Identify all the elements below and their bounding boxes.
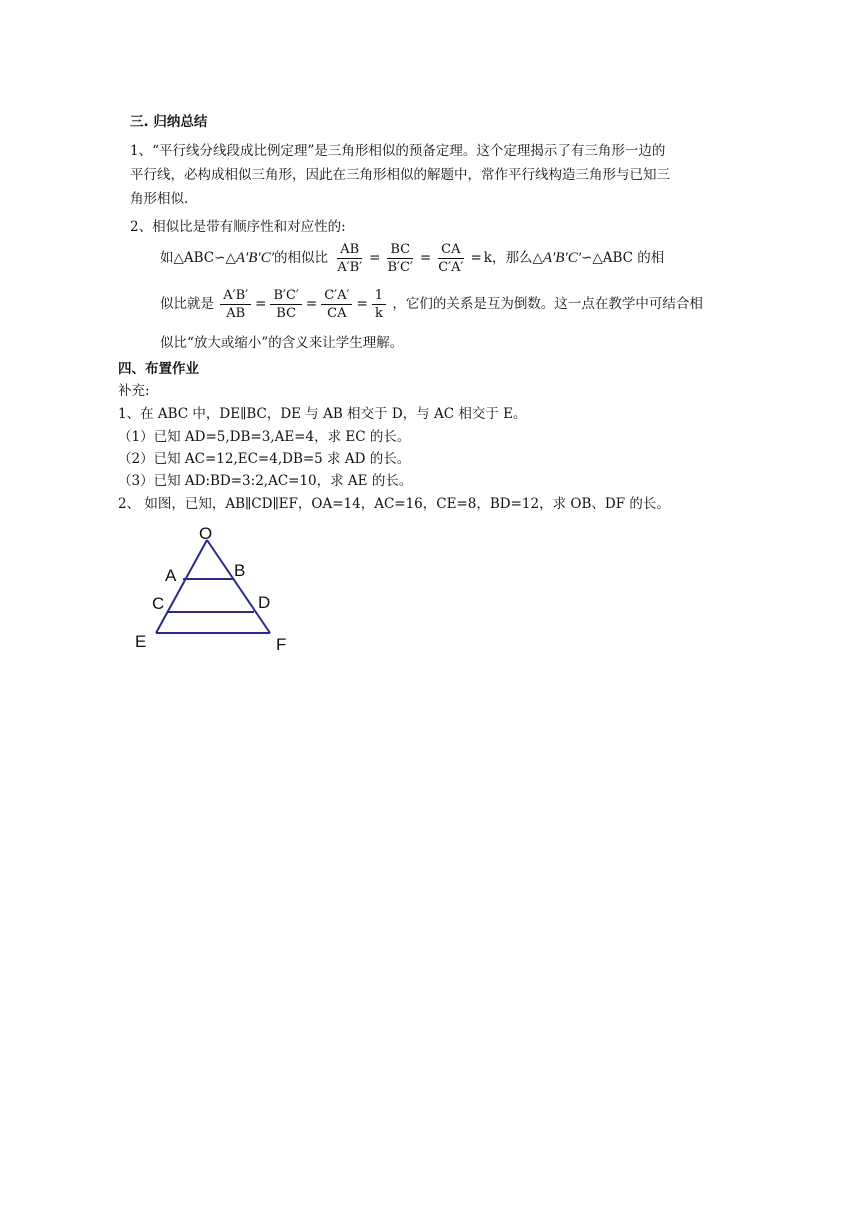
label-O: O — [199, 524, 213, 543]
triangle-prime-name: A′B′C′ — [235, 250, 275, 266]
inverse-ratio-formula — [160, 284, 703, 324]
paragraph-1-line-1: 1、“平行线分线段成比例定理”是三角形相似的预备定理。这个定理揭示了有三角形一边的 — [130, 143, 666, 159]
fraction — [321, 288, 352, 321]
label-D: D — [258, 593, 271, 612]
question-1-part-3: （3）已知 AD:BD=3:2,AC=10，求 AE 的长。 — [118, 473, 413, 489]
triangle-prime-name: A′B′C′ — [542, 250, 582, 266]
parallel-lines-triangle-diagram — [130, 520, 300, 660]
ratio-k: k — [483, 250, 492, 266]
fraction-numerator: BC — [387, 242, 413, 259]
label-C: C — [152, 594, 165, 613]
question-2: 2、 如图，已知，AB∥CD∥EF，OA=14，AC=16，CE=8，BD=12，求 OB、DF 的长。 — [118, 496, 670, 512]
fraction-numerator: A′B′ — [220, 288, 251, 305]
equals-sign: = — [419, 250, 432, 266]
label-B: B — [234, 561, 246, 580]
fraction-numerator: 1 — [372, 288, 386, 305]
supplement-label: 补充: — [118, 383, 150, 399]
question-1-part-1: （1）已知 AD=5,DB=3,AE=4，求 EC 的长。 — [118, 429, 411, 445]
side-OF — [207, 540, 270, 633]
fraction-denominator: B′C′ — [387, 260, 413, 275]
label-E: E — [135, 632, 147, 651]
fraction — [372, 288, 386, 321]
fraction — [435, 242, 466, 275]
side-OE — [156, 540, 207, 633]
section-heading-summary: 三. 归纳总结 — [130, 114, 208, 130]
fraction-denominator: C′A′ — [438, 260, 464, 275]
fraction-denominator: BC — [276, 306, 297, 321]
paragraph-2: 2、相似比是带有顺序性和对应性的: — [130, 219, 346, 235]
fraction-denominator: AB — [226, 306, 246, 321]
section-heading-homework: 四、布置作业 — [118, 361, 199, 377]
fraction-numerator: C′A′ — [321, 288, 352, 305]
similarity-ratio-formula — [160, 238, 664, 278]
fraction-denominator: CA — [327, 306, 347, 321]
formula-text: 似比就是 — [160, 296, 214, 312]
fraction-numerator: CA — [438, 242, 463, 259]
fraction-denominator: A′B′ — [337, 260, 363, 275]
formula-text: 如△ABC∽△ — [160, 250, 236, 266]
equals-sign: = — [255, 296, 267, 312]
fraction-numerator: B′C′ — [270, 288, 301, 305]
formula-text: ，那么△ — [491, 250, 543, 266]
equals-sign: = — [369, 250, 381, 266]
fraction-numerator: AB — [337, 242, 362, 259]
fraction-denominator: k — [374, 306, 383, 321]
equals-sign: = — [356, 296, 368, 312]
formula-text: ∽△ABC 的相 — [581, 250, 665, 266]
paragraph-1-line-3: 角形相似. — [130, 191, 189, 207]
paragraph-1-line-2: 平行线，必构成相似三角形，因此在三角形相似的解题中，常作平行线构造三角形与已知三 — [130, 167, 670, 183]
fraction — [334, 242, 365, 275]
question-1-part-2: （2）已知 AC=12,EC=4,DB=5 求 AD 的长。 — [118, 451, 411, 467]
label-A: A — [165, 566, 177, 585]
equals-sign: = — [470, 250, 482, 266]
question-1: 1、在 ABC 中，DE∥BC，DE 与 AB 相交于 D，与 AC 相交于 E。 — [118, 406, 527, 422]
paragraph-2-conclusion: 似比“放大或缩小”的含义来让学生理解。 — [160, 335, 404, 351]
fraction — [384, 242, 415, 275]
fraction — [220, 288, 251, 321]
formula-text: 的相似比 — [274, 250, 329, 266]
label-F: F — [276, 635, 287, 654]
equals-sign: = — [305, 296, 318, 312]
formula-text: ，它们的关系是互为倒数。这一点在教学中可结合相 — [392, 296, 703, 312]
fraction — [270, 288, 301, 321]
